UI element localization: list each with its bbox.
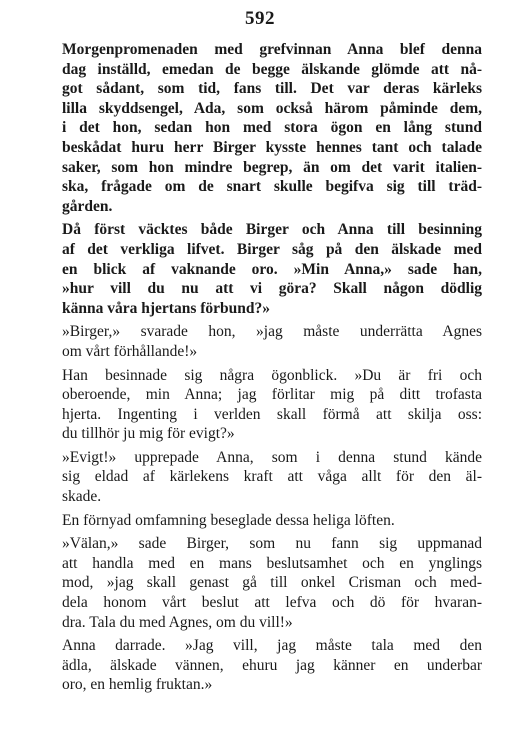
text-line: oro, en hemlig fruktan.» [62, 676, 213, 694]
text-line: Anna darrade. »Jag vill, jag måste tala med den [62, 637, 482, 655]
text-line: beskådat huru herr Birger kysste hennes tant och talade [62, 138, 482, 156]
text-line: om vårt förhållande!» [62, 342, 198, 360]
text-line: hjerta. Ingenting i verlden skall förmå att skilja oss: [62, 405, 482, 423]
paragraph [62, 40, 482, 216]
paragraph [62, 448, 482, 507]
text-line: oberoende, min Anna; jag förlitar mig på ditt trofasta [62, 386, 482, 404]
text-line: ska, frågade om de snart skulle begifva sig till träd- [62, 178, 482, 196]
text-line: sig eldad af kärlekens kraft att våga allt för den äl- [62, 468, 482, 486]
text-line: ädla, älskade vännen, ehuru jag känner en underbar [62, 656, 482, 674]
paragraph [62, 220, 482, 318]
text-line: Morgenpromenaden med grefvinnan Anna blef denna [62, 41, 482, 58]
text-line: Han besinnade sig några ögonblick. »Du är fri och [62, 366, 482, 384]
text-line: En förnyad omfamning beseglade dessa heliga löften. [62, 511, 395, 529]
text-line: »Välan,» sade Birger, som nu fann sig uppmanad [62, 535, 482, 553]
text-line: »hur vill du nu att vi göra? Skall någon dödlig [62, 280, 482, 298]
text-line: dra. Tala du med Agnes, om du vill!» [62, 613, 293, 631]
text-line: lilla skyddsengel, Ada, som också härom påminde dem, [62, 99, 482, 117]
text-line: got sådant, som tid, fans till. Det var deras kärleks [62, 80, 482, 98]
paragraph [62, 534, 482, 632]
paragraph [62, 511, 482, 531]
text-line: gården. [62, 197, 113, 215]
text-line: »Evigt!» upprepade Anna, som i denna stund kände [62, 448, 482, 466]
text-line: dag inställd, emedan de begge älskande glömde att nå- [62, 60, 482, 78]
text-line: en blick af vaknande oro. »Min Anna,» sade han, [62, 260, 482, 278]
text-line: du tillhör ju mig för evigt?» [62, 425, 235, 443]
text-line: saker, som hon mindre begrep, än om det varit italien- [62, 158, 482, 176]
text-line: i det hon, sedan hon med stora ögon en lång stund [62, 119, 482, 137]
text-line: »Birger,» svarade hon, »jag måste underrätta Agnes [62, 323, 482, 341]
text-line: skade. [62, 488, 102, 506]
text-line: Då först väcktes både Birger och Anna till besinning [62, 221, 482, 239]
text-line: af det verkliga lifvet. Birger såg på den älskade med [62, 240, 482, 258]
text-line: att handla med en mans beslutsamhet och en ynglings [62, 554, 482, 572]
page-number: 592 [245, 8, 275, 29]
text-line: känna våra hjertans förbund?» [62, 299, 270, 317]
paragraph [62, 322, 482, 361]
paragraph [62, 636, 482, 695]
paragraph [62, 366, 482, 444]
body-text [62, 40, 482, 699]
text-line: dela honom vårt beslut att lefva och dö för hvaran- [62, 594, 482, 612]
text-line: mod, »jag skall genast gå till onkel Crisman och med- [62, 574, 482, 592]
